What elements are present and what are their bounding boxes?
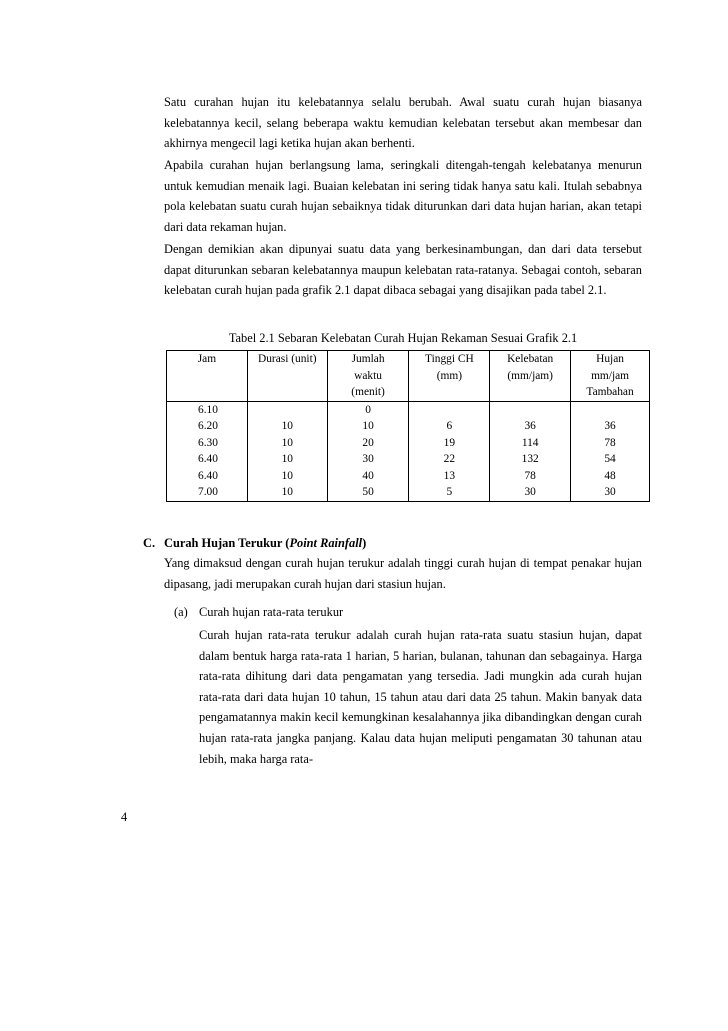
section-title-end: ) <box>362 536 367 550</box>
table-row: 7.00 10 50 5 30 30 <box>167 484 650 501</box>
rainfall-table <box>166 350 650 502</box>
section-letter: C. <box>143 536 156 550</box>
section-title: Curah Hujan Terukur ( <box>164 536 290 550</box>
paragraph-3: Dengan demikian akan dipunyai suatu data yang berkesinambungan, dan dari data tersebut dapat diturunkan sebaran kelebatannya maupun kelebatan rata-ratanya. Sebagai contoh, sebaran kelebatan curah hujan pada grafik 2.1 dapat dibaca sebagai yang disajikan pada tabel 2.1. <box>164 242 642 297</box>
section-title-italic: Point Rainfall <box>289 536 363 550</box>
table-row: 6.20 10 10 6 36 36 <box>167 418 650 435</box>
header-hujan-tambahan: Hujan mm/jam Tambahan <box>571 351 650 402</box>
page-number: 4 <box>121 810 128 824</box>
table-row: 6.10 0 <box>167 401 650 418</box>
subsection-title: Curah hujan rata-rata terukur <box>199 605 344 619</box>
subsection-label: (a) <box>174 605 188 619</box>
header-kelebatan: Kelebatan (mm/jam) <box>490 351 571 402</box>
header-durasi: Durasi (unit) <box>247 351 327 402</box>
section-intro: Yang dimaksud dengan curah hujan terukur adalah tinggi curah hujan di tempat penakar hujan dipasang, jadi merupakan curah hujan dari stasiun hujan. <box>164 556 642 591</box>
header-jumlah-waktu: Jumlah waktu (menit) <box>327 351 409 402</box>
section-heading <box>143 536 366 551</box>
header-tinggi-ch: Tinggi CH (mm) <box>409 351 490 402</box>
subsection-body: Curah hujan rata-rata terukur adalah curah hujan rata-rata suatu stasiun hujan, dapat dalam bentuk harga rata-rata 1 harian, 5 harian, bulanan, tahunan dan sebagainya. Harga rata-rata dihitung dari data pengamatan yang tersedia. Jadi mungkin ada curah hujan rata-rata dari data hujan 10 tahun, 15 tahun atau dari data 25 tahun. Makin banyak data pengamatannya makin kecil kemungkinan kesalahannya jika dibandingkan dengan curah hujan rata-rata jangka panjang. Kalau data hujan meliputi pengamatan 30 tahunan atau lebih, maka harga rata- <box>199 628 642 766</box>
table-row: 6.30 10 20 19 114 78 <box>167 435 650 452</box>
table-caption: Tabel 2.1 Sebaran Kelebatan Curah Hujan Rekaman Sesuai Grafik 2.1 <box>228 331 578 345</box>
paragraph-2: Apabila curahan hujan berlangsung lama, seringkali ditengah-tengah kelebatanya menurun untuk kemudian menaik lagi. Buaian kelebatan ini sering tidak hanya satu kali. Itulah sebabnya pola kelebatan suatu curah hujan sebaiknya tidak diturunkan dari data hujan harian, akan tetapi dari data rekaman hujan. <box>164 158 642 234</box>
paragraph-1: Satu curahan hujan itu kelebatannya selalu berubah. Awal suatu curah hujan biasanya kelebatannya kecil, selang beberapa waktu kemudian kelebatan tersebut akan membesar dan akhirnya mengecil lagi ketika hujan akan berhenti. <box>164 95 642 150</box>
header-jam: Jam <box>167 351 248 402</box>
table-row: 6.40 10 30 22 132 54 <box>167 451 650 468</box>
table-row: 6.40 10 40 13 78 48 <box>167 468 650 485</box>
